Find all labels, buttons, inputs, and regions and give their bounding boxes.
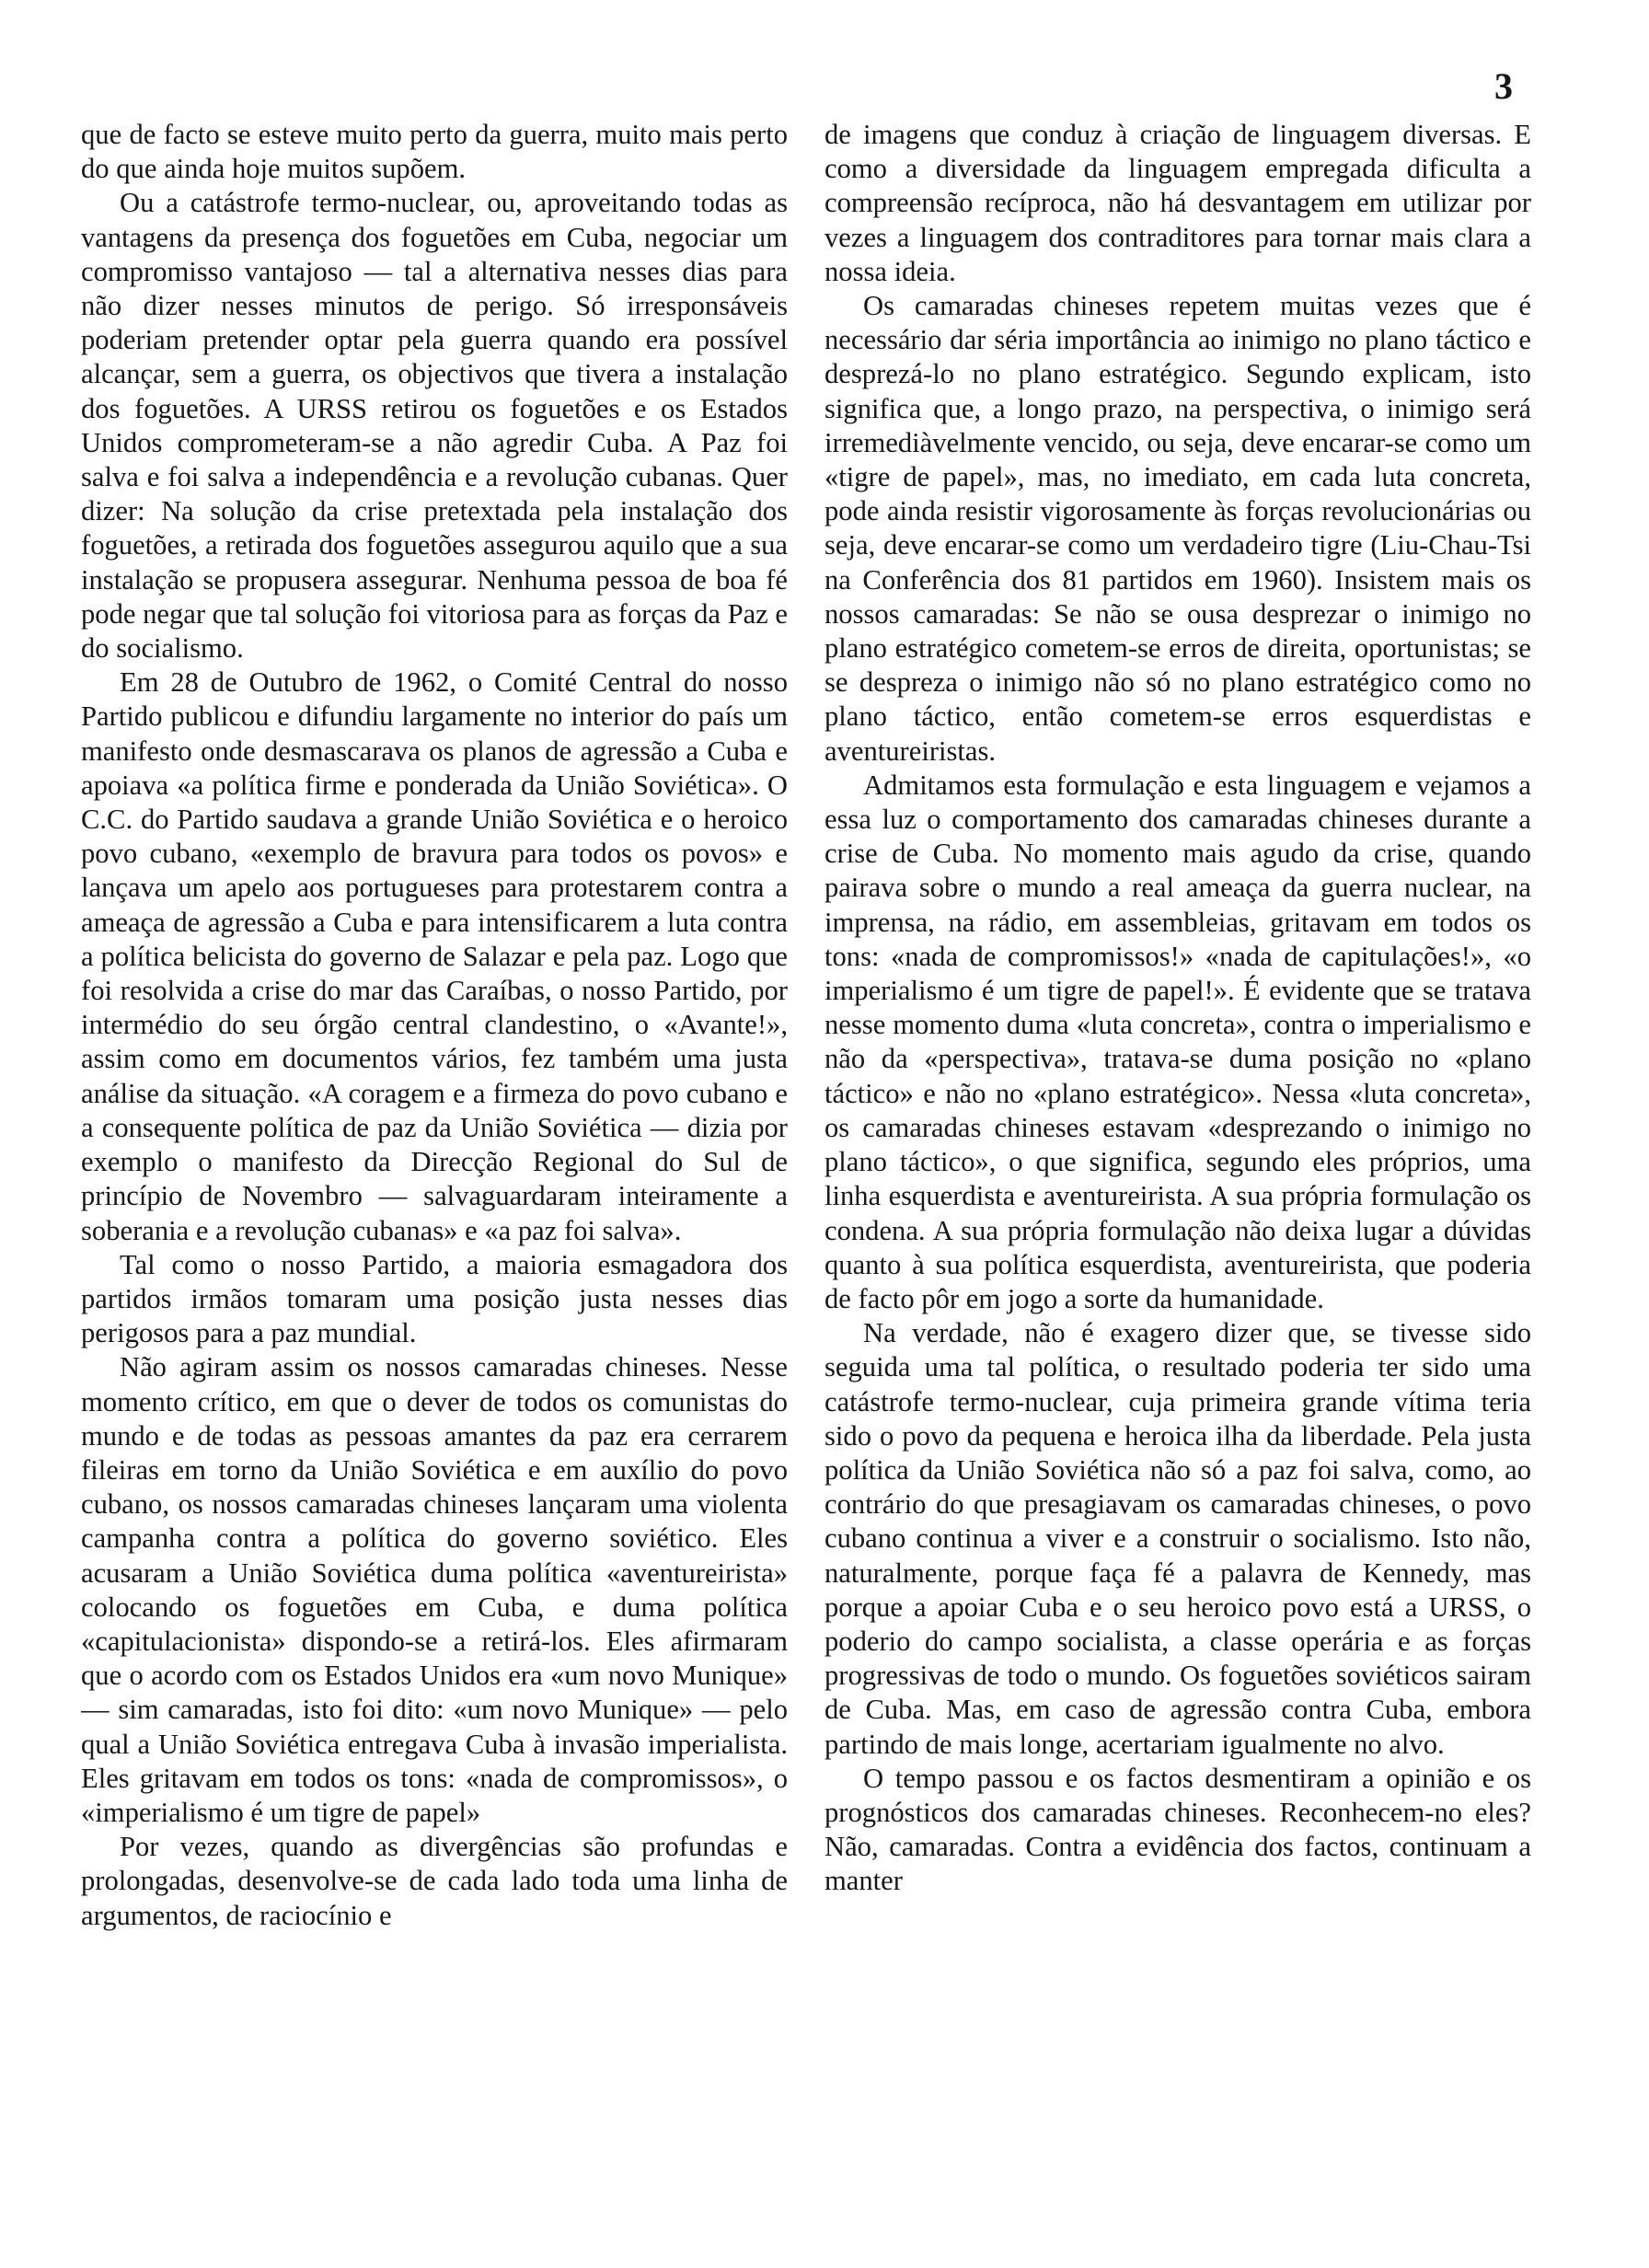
paragraph: Os camaradas chineses repetem muitas vezes que é necessário dar séria importância ao inimigo no plano táctico e desprezá-lo no plano estratégico. Segundo explicam, isto significa que, a longo prazo, na perspectiva, o inimigo será irremediàvelmente vencido, ou seja, deve encarar-se como um «tigre de papel», mas, no imediato, em cada luta concreta, pode ainda resistir vigorosamente às forças revolucionárias ou seja, deve encarar-se como um verdadeiro tigre (Liu-Chau-Tsi na Conferência dos 81 partidos em 1960). Insistem mais os nossos camaradas: Se não se ousa desprezar o inimigo no plano estratégico cometem-se erros de direita, oportunistas; se se despreza o inimigo não só no plano estratégico como no plano táctico, então cometem-se erros esquerdistas e aventureiristas. [824, 290, 1531, 767]
paragraph: Ou a catástrofe termo-nuclear, ou, aproveitando todas as vantagens da presença dos foguetões em Cuba, negociar um compromisso vantajoso — tal a alternativa nesses dias para não dizer nesses minutos de perigo. Só irresponsáveis poderiam pretender optar pela guerra quando era possível alcançar, sem a guerra, os objectivos que tivera a instalação dos foguetões. A URSS retirou os foguetões e os Estados Unidos comprometeram-se a não agredir Cuba. A Paz foi salva e foi salva a independência e a revolução cubanas. Quer dizer: Na solução da crise pretextada pela instalação dos foguetões, a retirada dos foguetões assegurou aquilo que a sua instalação se propusera assegurar. Nenhuma pessoa de boa fé pode negar que tal solução foi vitoriosa para as forças da Paz e do socialismo. [81, 187, 788, 665]
left-column [81, 118, 788, 2253]
paragraph: Admitamos esta formulação e esta linguagem e vejamos a essa luz o comportamento dos camaradas chineses durante a crise de Cuba. No momento mais agudo da crise, quando pairava sobre o mundo a real ameaça da guerra nuclear, na imprensa, na rádio, em assembleias, gritavam em todos os tons: «nada de compromissos!» «nada de capitulações!», «o imperialismo é um tigre de papel!». É evidente que se tratava nesse momento duma «luta concreta», contra o imperialismo e não da «perspectiva», tratava-se duma posição no «plano táctico» e não no «plano estratégico». Nessa «luta concreta», os camaradas chineses estavam «desprezando o inimigo no plano táctico», o que significa, segundo eles próprios, uma linha esquerdista e aventureirista. A sua própria formulação os condena. A sua própria formulação não deixa lugar a dúvidas quanto à sua política esquerdista, aventureirista, que poderia de facto pôr em jogo a sorte da humanidade. [824, 769, 1531, 1314]
paragraph: Por vezes, quando as divergências são profundas e prolongadas, desenvolve-se de cada lado toda uma linha de argumentos, de raciocínio e [81, 1831, 788, 1931]
paragraph: de imagens que conduz à criação de linguagem diversas. E como a diversidade da linguagem empregada dificulta a compreensão recíproca, não há desvantagem em utilizar por vezes a linguagem dos contraditores para tornar mais clara a nossa ideia. [824, 119, 1531, 287]
page-number: 3 [1494, 65, 1513, 107]
paragraph: Não agiram assim os nossos camaradas chineses. Nesse momento crítico, em que o dever de todos os comunistas do mundo e de todas as pessoas amantes da paz era cerrarem fileiras em torno da União Soviética e em auxílio do povo cubano, os nossos camaradas chineses lançaram uma violenta campanha contra a política do governo soviético. Eles acusaram a União Soviética duma política «aventureirista» colocando os foguetões em Cuba, e duma política «capitulacionista» dispondo-se a retirá-los. Eles afirmaram que o acordo com os Estados Unidos era «um novo Munique» — sim camaradas, isto foi dito: «um novo Munique» — pelo qual a União Soviética entregava Cuba à invasão imperialista. Eles gritavam em todos os tons: «nada de compromissos», o «imperialismo é um tigre de papel» [81, 1351, 788, 1828]
paragraph: que de facto se esteve muito perto da guerra, muito mais perto do que ainda hoje muitos supõem. [81, 119, 788, 185]
paragraph: O tempo passou e os factos desmentiram a opinião e os prognósticos dos camaradas chineses. Reconhecem-no eles? Não, camaradas. Contra a evidência dos factos, continuam a manter [824, 1762, 1531, 1897]
paragraph: Tal como o nosso Partido, a maioria esmagadora dos partidos irmãos tomaram uma posição justa nesses dias perigosos para a paz mundial. [81, 1248, 788, 1349]
right-column [824, 118, 1531, 2253]
paragraph: Em 28 de Outubro de 1962, o Comité Central do nosso Partido publicou e difundiu largamente no interior do país um manifesto onde desmascarava os planos de agressão a Cuba e apoiava «a política firme e ponderada da União Soviética». O C.C. do Partido saudava a grande União Soviética e o heroico povo cubano, «exemplo de bravura para todos os povos» e lançava um apelo aos portugueses para protestarem contra a ameaça de agressão a Cuba e para intensificarem a luta contra a política belicista do governo de Salazar e pela paz. Logo que foi resolvida a crise do mar das Caraíbas, o nosso Partido, por intermédio do seu órgão central clandestino, o «Avante!», assim como em documentos vários, fez também uma justa análise da situação. «A coragem e a firmeza do povo cubano e a consequente política de paz da União Soviética — dizia por exemplo o manifesto da Direcção Regional do Sul de princípio de Novembro — salvaguardaram inteiramente a soberania e a revolução cubanas» e «a paz foi salva». [81, 666, 788, 1246]
paragraph: Na verdade, não é exagero dizer que, se tivesse sido seguida uma tal política, o resultado poderia ter sido uma catástrofe termo-nuclear, cuja primeira grande vítima teria sido o povo da pequena e heroica ilha da liberdade. Pela justa política da União Soviética não só a paz foi salva, como, ao contrário do que presagiavam os camaradas chineses, o povo cubano continua a viver e a construir o socialismo. Isto não, naturalmente, porque faça fé a palavra de Kennedy, mas porque a apoiar Cuba e o seu heroico povo está a URSS, o poderio do campo socialista, a classe operária e as forças progressivas de todo o mundo. Os foguetões soviéticos sairam de Cuba. Mas, em caso de agressão contra Cuba, embora partindo de mais longe, acertariam igualmente no alvo. [824, 1317, 1531, 1760]
